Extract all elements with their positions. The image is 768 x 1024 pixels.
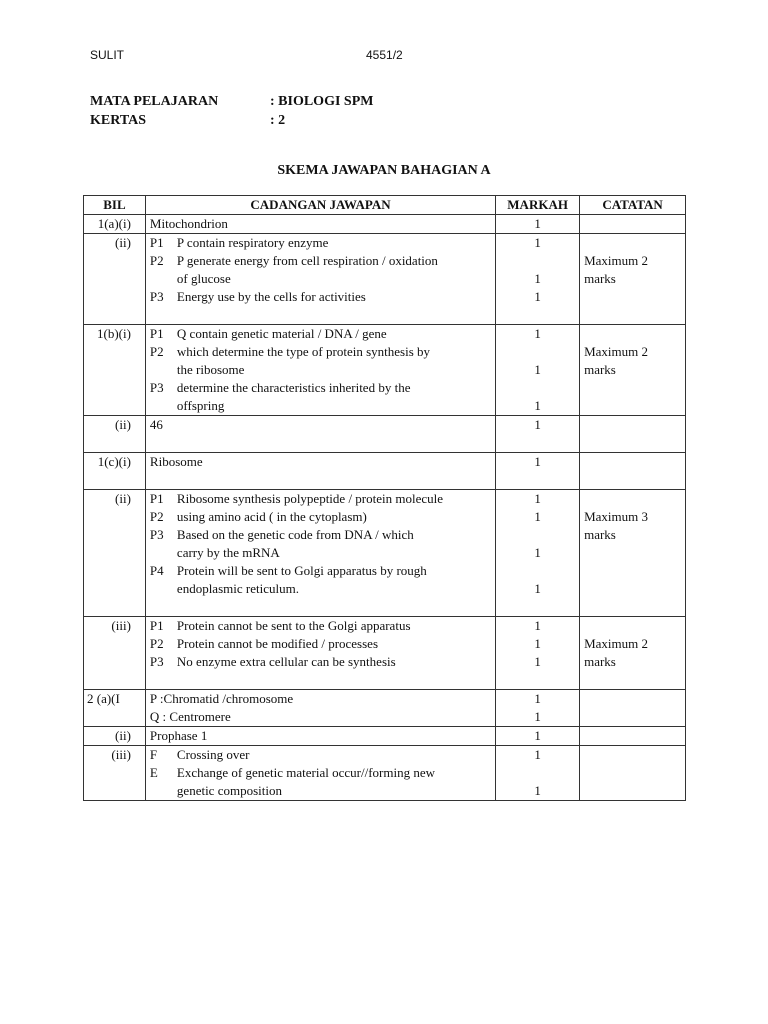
note-line: marks xyxy=(584,654,616,669)
mark-value xyxy=(500,764,575,782)
marks-cell xyxy=(496,490,580,617)
row-number: 1(a)(i) xyxy=(84,215,146,234)
notes-cell xyxy=(580,727,686,746)
answer-line xyxy=(150,508,491,526)
note-line xyxy=(584,288,681,306)
mark-value: 1 xyxy=(534,362,541,377)
answer-line xyxy=(150,617,491,635)
answer-line: offspring xyxy=(176,398,225,413)
note-line: marks xyxy=(584,527,616,542)
point-code: P3 xyxy=(149,289,164,304)
point-text: determine the characteristics inherited by the xyxy=(176,380,411,395)
answer-line: genetic composition xyxy=(176,783,282,798)
mark-value: 1 xyxy=(534,509,541,524)
row-number: (ii) xyxy=(84,234,146,325)
marks-cell xyxy=(496,453,580,490)
point-code: P1 xyxy=(149,326,164,341)
header-notes: CATATAN xyxy=(580,196,686,215)
mark-value: 1 xyxy=(534,581,541,596)
row-number: 1(c)(i) xyxy=(84,453,146,490)
mark-value: 1 xyxy=(534,398,541,413)
mark-value: 1 xyxy=(534,618,541,633)
point-code: F xyxy=(149,747,158,762)
marks-cell xyxy=(496,325,580,416)
note-line xyxy=(584,580,681,598)
mark-value xyxy=(500,252,575,270)
note-line: Maximum 2 xyxy=(584,253,649,268)
row-number: (iii) xyxy=(84,746,146,801)
note-line xyxy=(584,397,681,415)
point-text: Based on the genetic code from DNA / which xyxy=(176,527,414,542)
answer-line: Ribosome xyxy=(149,454,203,469)
header-marks: MARKAH xyxy=(496,196,580,215)
point-code: P1 xyxy=(149,618,164,633)
point-text: Ribosome synthesis polypeptide / protein molecule xyxy=(176,491,444,506)
answer-line xyxy=(150,325,491,343)
mark-value: 1 xyxy=(534,783,541,798)
answer-line xyxy=(150,234,491,252)
table-row xyxy=(84,727,686,746)
note-line xyxy=(584,617,681,635)
answer-cell xyxy=(145,234,495,325)
confidential-label: SULIT xyxy=(90,48,125,62)
answer-cell xyxy=(145,690,495,727)
answer-line xyxy=(150,562,491,580)
marks-cell xyxy=(496,215,580,234)
mark-value: 1 xyxy=(534,216,541,231)
answer-line xyxy=(150,490,491,508)
point-text: Energy use by the cells for activities xyxy=(176,289,366,304)
answer-line xyxy=(150,288,491,306)
point-text: Protein cannot be sent to the Golgi apparatus xyxy=(176,618,411,633)
answer-line: P :Chromatid /chromosome xyxy=(149,691,294,706)
point-text: Q contain genetic material / DNA / gene xyxy=(176,326,387,341)
point-code: P3 xyxy=(149,527,164,542)
table-row xyxy=(84,617,686,690)
notes-cell xyxy=(580,490,686,617)
meta-paper-value: : 2 xyxy=(270,113,286,128)
point-code: P2 xyxy=(149,253,164,268)
header-bil: BIL xyxy=(84,196,146,215)
point-code: P3 xyxy=(149,654,164,669)
point-code: P2 xyxy=(149,344,164,359)
answer-cell xyxy=(145,416,495,453)
answer-line: the ribosome xyxy=(176,362,245,377)
row-number: 1(b)(i) xyxy=(84,325,146,416)
mark-value: 1 xyxy=(534,454,541,469)
note-line: marks xyxy=(584,362,616,377)
answer-line: endoplasmic reticulum. xyxy=(176,581,299,596)
mark-value xyxy=(500,526,575,544)
mark-value: 1 xyxy=(534,545,541,560)
point-code: P3 xyxy=(149,380,164,395)
marks-cell xyxy=(496,746,580,801)
mark-value: 1 xyxy=(534,636,541,651)
point-code: E xyxy=(149,765,158,780)
mark-value xyxy=(500,471,575,489)
mark-value xyxy=(500,671,575,689)
table-row xyxy=(84,416,686,453)
page-title: SKEMA JAWAPAN BAHAGIAN A xyxy=(277,163,491,178)
notes-cell xyxy=(580,215,686,234)
marks-cell xyxy=(496,727,580,746)
answer-cell xyxy=(145,746,495,801)
answer-line xyxy=(150,343,491,361)
notes-cell xyxy=(580,617,686,690)
mark-value: 1 xyxy=(534,728,541,743)
answer-line xyxy=(150,635,491,653)
answer-line xyxy=(150,653,491,671)
row-number: (ii) xyxy=(84,727,146,746)
point-text: P contain respiratory enzyme xyxy=(176,235,329,250)
table-row xyxy=(84,234,686,325)
note-line xyxy=(584,598,681,616)
note-line: Maximum 2 xyxy=(584,344,649,359)
notes-cell xyxy=(580,453,686,490)
note-line xyxy=(584,379,681,397)
answer-cell xyxy=(145,325,495,416)
answer-cell xyxy=(145,727,495,746)
header-answer: CADANGAN JAWAPAN xyxy=(145,196,495,215)
row-number: (iii) xyxy=(84,617,146,690)
answer-line: of glucose xyxy=(176,271,231,286)
note-line xyxy=(584,325,681,343)
answer-line xyxy=(150,526,491,544)
answer-line xyxy=(150,434,491,452)
table-row xyxy=(84,453,686,490)
meta-subject-value: : BIOLOGI SPM xyxy=(270,94,374,109)
meta-paper-label: KERTAS xyxy=(90,113,147,128)
note-line xyxy=(584,306,681,324)
point-code: P4 xyxy=(149,563,164,578)
mark-value: 1 xyxy=(534,709,541,724)
table-body xyxy=(84,215,686,801)
answer-line xyxy=(150,379,491,397)
notes-cell xyxy=(580,325,686,416)
note-line: marks xyxy=(584,271,616,286)
marks-cell xyxy=(496,234,580,325)
mark-value xyxy=(500,306,575,324)
mark-value: 1 xyxy=(534,235,541,250)
answer-line xyxy=(150,764,491,782)
answer-scheme-table xyxy=(83,195,686,801)
answer-line: Prophase 1 xyxy=(149,728,208,743)
answer-line: Mitochondrion xyxy=(149,216,228,231)
answer-cell xyxy=(145,453,495,490)
paper-code: 4551/2 xyxy=(366,48,403,62)
answer-line xyxy=(150,746,491,764)
mark-value: 1 xyxy=(534,271,541,286)
row-number: (ii) xyxy=(84,490,146,617)
table-row xyxy=(84,746,686,801)
note-line xyxy=(584,671,681,689)
notes-cell xyxy=(580,690,686,727)
mark-value: 1 xyxy=(534,491,541,506)
point-text: Crossing over xyxy=(176,747,250,762)
table-row xyxy=(84,690,686,727)
meta-paper xyxy=(90,113,286,129)
point-text: No enzyme extra cellular can be synthesis xyxy=(176,654,396,669)
mark-value: 1 xyxy=(534,654,541,669)
answer-cell xyxy=(145,215,495,234)
meta-subject xyxy=(90,94,374,110)
table-row xyxy=(84,325,686,416)
notes-cell xyxy=(580,746,686,801)
mark-value: 1 xyxy=(534,326,541,341)
note-line xyxy=(584,490,681,508)
mark-value xyxy=(500,562,575,580)
answer-line: 46 xyxy=(149,417,163,432)
point-code: P1 xyxy=(149,235,164,250)
point-text: which determine the type of protein synthesis by xyxy=(176,344,431,359)
row-number: 2 (a)(I xyxy=(84,690,146,727)
answer-line xyxy=(150,671,491,689)
note-line xyxy=(584,544,681,562)
mark-value: 1 xyxy=(534,289,541,304)
answer-line xyxy=(150,598,491,616)
answer-line: carry by the mRNA xyxy=(176,545,280,560)
mark-value xyxy=(500,343,575,361)
marks-cell xyxy=(496,416,580,453)
mark-value xyxy=(500,434,575,452)
answer-cell xyxy=(145,617,495,690)
meta-subject-label: MATA PELAJARAN xyxy=(90,94,219,109)
point-text: Exchange of genetic material occur//forming new xyxy=(176,765,436,780)
row-number: (ii) xyxy=(84,416,146,453)
mark-value xyxy=(500,598,575,616)
answer-line xyxy=(150,252,491,270)
mark-value xyxy=(500,379,575,397)
table-row xyxy=(84,215,686,234)
answer-line xyxy=(150,471,491,489)
mark-value: 1 xyxy=(534,691,541,706)
point-code: P2 xyxy=(149,636,164,651)
mark-value: 1 xyxy=(534,747,541,762)
notes-cell xyxy=(580,416,686,453)
table-header-row xyxy=(84,196,686,215)
point-code: P1 xyxy=(149,491,164,506)
point-text: Protein cannot be modified / processes xyxy=(176,636,379,651)
point-text: using amino acid ( in the cytoplasm) xyxy=(176,509,367,524)
note-line xyxy=(584,562,681,580)
marks-cell xyxy=(496,617,580,690)
notes-cell xyxy=(580,234,686,325)
note-line: Maximum 3 xyxy=(584,509,649,524)
note-line: Maximum 2 xyxy=(584,636,649,651)
point-text: Protein will be sent to Golgi apparatus by rough xyxy=(176,563,427,578)
point-text: P generate energy from cell respiration / oxidation xyxy=(176,253,438,268)
answer-cell xyxy=(145,490,495,617)
point-code: P2 xyxy=(149,509,164,524)
note-line xyxy=(584,234,681,252)
table-row xyxy=(84,490,686,617)
marks-cell xyxy=(496,690,580,727)
answer-line: Q : Centromere xyxy=(149,709,231,724)
mark-value: 1 xyxy=(534,417,541,432)
answer-line xyxy=(150,306,491,324)
